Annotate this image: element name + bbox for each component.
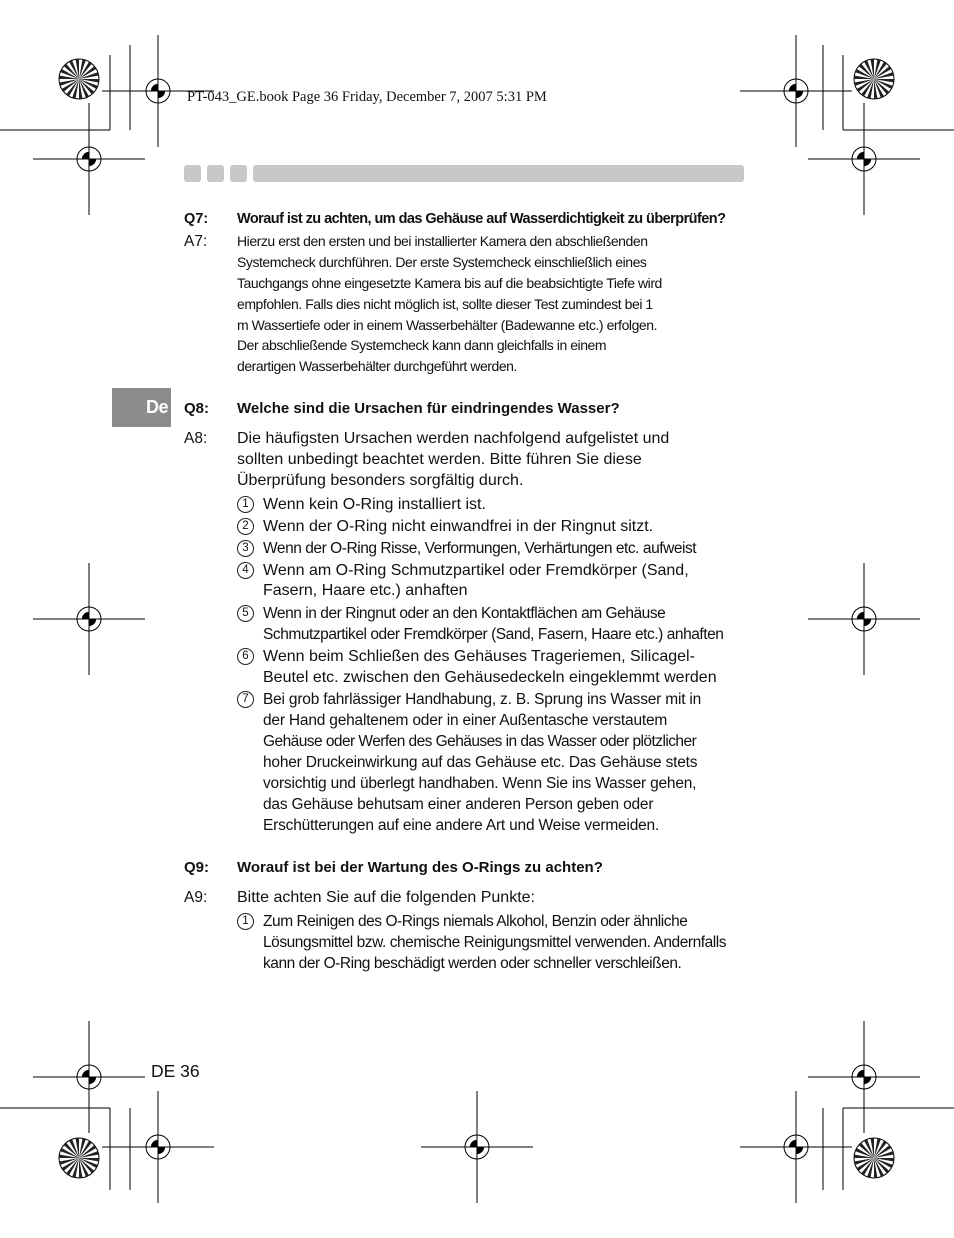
list-item: Wenn in der Ringnut oder an den Kontaktflächen am Gehäuse [263, 605, 666, 622]
a9-line: Bitte achten Sie auf die folgenden Punkte: [237, 889, 535, 906]
list-item: Wenn der O-Ring Risse, Verformungen, Verhärtungen etc. aufweist [263, 540, 697, 557]
section-bar-square-1 [184, 165, 201, 182]
q9-question: Worauf ist bei der Wartung des O-Rings zu achten? [237, 859, 603, 876]
list-item: kann der O-Ring beschädigt werden oder schneller verschleißen. [263, 955, 682, 972]
list-item: Wenn am O-Ring Schmutzpartikel oder Fremdkörper (Sand, [263, 562, 689, 579]
item-number: 1 [237, 913, 254, 930]
item-number: 1 [237, 496, 254, 513]
print-header-line: PT-043_GE.book Page 36 Friday, December 7, 2007 5:31 PM [187, 89, 547, 105]
language-tab: De [112, 388, 171, 427]
q8-question: Welche sind die Ursachen für eindringendes Wasser? [237, 400, 620, 417]
item-number: 4 [237, 562, 254, 579]
registration-fill [82, 1070, 95, 1083]
registration-fill [470, 1140, 483, 1153]
list-item: Schmutzpartikel oder Fremdkörper (Sand, Fasern, Haare etc.) anhaften [263, 626, 724, 643]
registration-fill [857, 152, 870, 165]
q7-question: Worauf ist zu achten, um das Gehäuse auf Wasserdichtigkeit zu überprüfen? [237, 211, 726, 227]
a7-line: Systemcheck durchführen. Der erste Systemcheck einschließlich eines [237, 254, 647, 270]
list-item: das Gehäuse behutsam einer anderen Person geben oder [263, 796, 654, 813]
list-item: Zum Reinigen des O-Rings niemals Alkohol, Benzin oder ähnliche [263, 913, 688, 930]
registration-fill [151, 84, 164, 97]
q7-label: Q7: [184, 211, 209, 227]
q9-label: Q9: [184, 859, 210, 876]
list-item: hoher Druckeinwirkung auf das Gehäuse etc. Das Gehäuse stets [263, 754, 698, 771]
a7-line: m Wassertiefe oder in einem Wasserbehälter (Badewanne etc.) erfolgen. [237, 317, 658, 333]
a9-label: A9: [184, 889, 208, 906]
list-item: Wenn beim Schließen des Gehäuses Trageriemen, Silicagel- [263, 648, 695, 665]
registration-fill [82, 612, 95, 625]
list-item: Fasern, Haare etc.) anhaften [263, 582, 468, 599]
registration-fill [857, 612, 870, 625]
section-bar-square-2 [207, 165, 224, 182]
list-item: der Hand gehaltenem oder in einer Außentasche verstautem [263, 712, 668, 729]
list-item: Beutel etc. zwischen den Gehäusedeckeln eingeklemmt werden [263, 669, 717, 686]
a7-line: Der abschließende Systemcheck kann dann gleichfalls in einem [237, 337, 607, 353]
section-bar-long [253, 165, 744, 182]
a7-line: Tauchgangs ohne eingesetzte Kamera bis auf die beabsichtigte Tiefe wird [237, 275, 662, 291]
a8-label: A8: [184, 430, 208, 447]
item-number: 6 [237, 648, 254, 665]
a7-label: A7: [184, 233, 208, 250]
a7-line: Hierzu erst den ersten und bei installierter Kamera den abschließenden [237, 233, 648, 249]
item-number: 7 [237, 691, 254, 708]
page-number: DE 36 [151, 1061, 200, 1081]
a8-line: Überprüfung besonders sorgfältig durch. [237, 472, 524, 489]
list-item: Lösungsmittel bzw. chemische Reinigungsmittel verwenden. Andernfalls [263, 934, 727, 951]
registration-fill [151, 1140, 164, 1153]
list-item: Wenn kein O-Ring installiert ist. [263, 496, 486, 513]
list-item: Gehäuse oder Werfen des Gehäuses in das Wasser oder plötzlicher [263, 733, 697, 750]
a7-line: derartigen Wasserbehälter durchgeführt werden. [237, 358, 517, 374]
q8-label: Q8: [184, 400, 210, 417]
item-number: 3 [237, 540, 254, 557]
list-item: Erschütterungen auf eine andere Art und Weise vermeiden. [263, 817, 660, 834]
registration-fill [857, 1070, 870, 1083]
registration-fill [82, 152, 95, 165]
registration-fill [789, 1140, 802, 1153]
item-number: 2 [237, 518, 254, 535]
a7-line: empfohlen. Falls dies nicht möglich ist, sollte dieser Test zumindest bei 1 [237, 296, 653, 312]
list-item: Bei grob fahrlässiger Handhabung, z. B. Sprung ins Wasser mit in [263, 691, 702, 708]
a8-line: Die häufigsten Ursachen werden nachfolgend aufgelistet und [237, 430, 670, 447]
registration-fill [789, 84, 802, 97]
a8-line: sollten unbedingt beachtet werden. Bitte führen Sie diese [237, 451, 642, 468]
section-bar-square-3 [230, 165, 247, 182]
list-item: Wenn der O-Ring nicht einwandfrei in der Ringnut sitzt. [263, 518, 654, 535]
list-item: vorsichtig und überlegt handhaben. Wenn Sie ins Wasser gehen, [263, 775, 697, 792]
item-number: 5 [237, 605, 254, 622]
